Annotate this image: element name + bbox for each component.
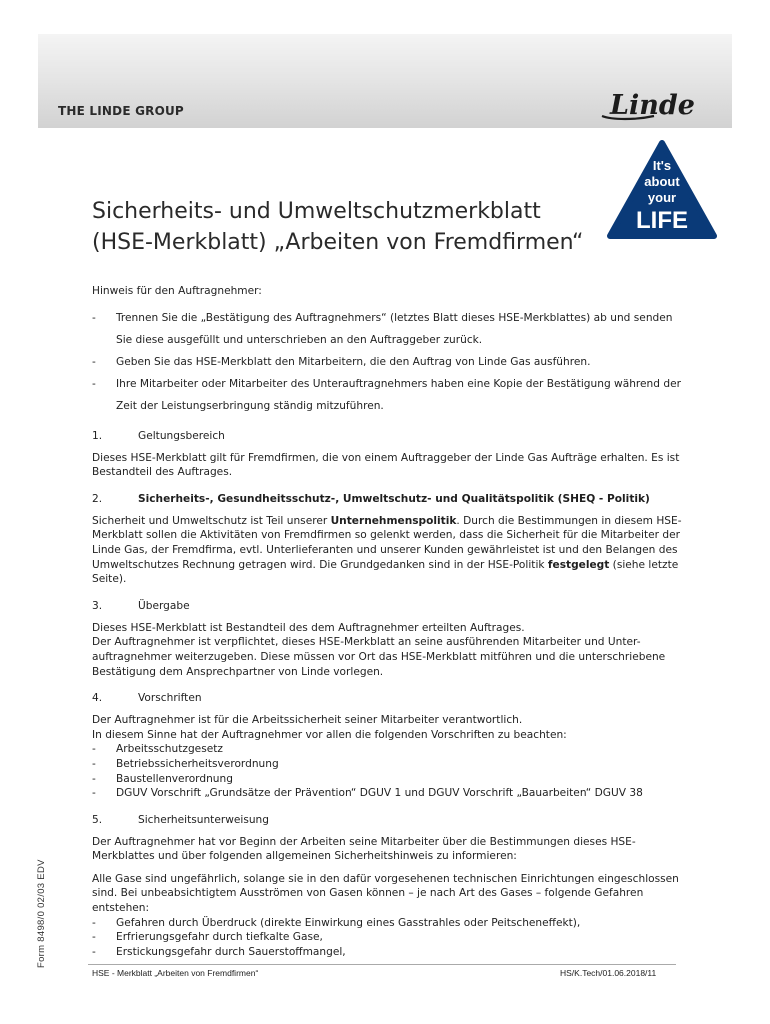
paragraph-line	[92, 514, 682, 529]
hint-item	[92, 373, 682, 417]
document-body	[92, 284, 682, 959]
paragraph-line: Der Auftragnehmer hat vor Beginn der Arbeiten seine Mitarbeiter über die Bestimmungen dieses HSE-	[92, 835, 636, 848]
list-item	[92, 930, 682, 945]
hint-line: Zeit der Leistungserbringung ständig mitzuführen.	[116, 399, 384, 412]
text-run: Umweltschutzes Rechnung getragen wird. Die Grundgedanken sind in der HSE-Politik	[92, 558, 548, 571]
badge-line-2: about	[644, 174, 680, 189]
dash: -	[92, 787, 96, 800]
bold-run: Unternehmenspolitik	[330, 514, 457, 527]
page-title	[92, 196, 592, 258]
dash: -	[92, 931, 96, 944]
logo-text: Linde	[610, 90, 695, 121]
paragraph-line: Dieses HSE-Merkblatt gilt für Fremdfirmen, die von einem Auftraggeber der Linde Gas Aufträge erhalten. Es ist	[92, 451, 680, 464]
section-title: Sicherheitsunterweisung	[138, 813, 269, 826]
paragraph-line	[92, 558, 682, 573]
title-line: (HSE-Merkblatt) „Arbeiten von Fremdfirmen“	[92, 230, 584, 255]
hint-line: Ihre Mitarbeiter oder Mitarbeiter des Unterauftragnehmers haben eine Kopie der Bestätigung während der	[116, 377, 681, 390]
form-number: Form 8498/0 02/03 EDV	[36, 859, 47, 968]
hint-item	[92, 351, 682, 373]
text-run: Sicherheit und Umweltschutz ist Teil unserer	[92, 514, 331, 527]
badge-line-3: your	[647, 190, 677, 205]
dash: -	[92, 916, 96, 929]
list-item	[92, 757, 682, 772]
section-heading	[92, 813, 682, 829]
section-title: Vorschriften	[138, 692, 202, 705]
section-number: 1.	[92, 429, 103, 442]
hint-line: Trennen Sie die „Bestätigung des Auftragnehmers“ (letztes Blatt dieses HSE-Merkblattes) ab und senden	[116, 311, 673, 324]
paragraph-line: Alle Gase sind ungefährlich, solange sie in den dafür vorgesehenen technischen Einrichtungen eingeschlossen	[92, 872, 679, 885]
dash: -	[92, 355, 96, 368]
paragraph-line: Der Auftragnehmer ist verpflichtet, dieses HSE-Merkblatt an seine ausführenden Mitarbeiter und Unter-	[92, 636, 641, 649]
footer-left: HSE - Merkblatt „Arbeiten von Fremdfirmen“	[92, 968, 259, 978]
section-number: 4.	[92, 692, 103, 705]
list-item-text: DGUV Vorschrift „Grundsätze der Prävention“ DGUV 1 und DGUV Vorschrift „Bauarbeiten“ DGUV 38	[116, 787, 643, 800]
paragraph-line: Dieses HSE-Merkblatt ist Bestandteil des dem Auftragnehmer erteilten Auftrages.	[92, 621, 525, 634]
section-title: Sicherheits-, Gesundheitsschutz-, Umweltschutz- und Qualitätspolitik (SHEQ - Politik)	[138, 492, 650, 505]
group-name: THE LINDE GROUP	[58, 104, 184, 118]
section-number: 5.	[92, 813, 103, 826]
text-run: . Durch die Bestimmungen in diesem HSE-	[456, 514, 682, 527]
hint-line: Sie diese ausgefüllt und unterschrieben an den Auftraggeber zurück.	[116, 333, 483, 346]
list-item	[92, 916, 682, 931]
section-heading	[92, 691, 682, 707]
dash: -	[92, 311, 96, 324]
title-line: Sicherheits- und Umweltschutzmerkblatt	[92, 199, 541, 224]
footer-divider	[88, 964, 676, 965]
section-title: Übergabe	[138, 599, 190, 612]
hint-line: Geben Sie das HSE-Merkblatt den Mitarbeitern, die den Auftrag von Linde Gas ausführen.	[116, 355, 591, 368]
list-item-text: Arbeitsschutzgesetz	[116, 743, 223, 756]
hint-item	[92, 307, 682, 351]
text-run: (siehe letzte	[609, 558, 679, 571]
section-number: 3.	[92, 599, 103, 612]
paragraph-line: Merkblattes und über folgenden allgemeinen Sicherheitshinweis zu informieren:	[92, 850, 517, 863]
section-heading	[92, 599, 682, 615]
list-item	[92, 742, 682, 757]
dash: -	[92, 757, 96, 770]
paragraph-line: Merkblatt sollen die Aktivitäten von Fremdfirmen so gelenkt werden, dass die Sicherheit für die Mitarbeiter der	[92, 529, 680, 542]
paragraph-line: Seite).	[92, 573, 127, 586]
footer-right: HS/K.Tech/01.06.2018/11	[560, 968, 657, 978]
dash: -	[92, 945, 96, 958]
badge-life: LIFE	[636, 207, 688, 234]
paragraph-line: sind. Bei unbeabsichtigtem Ausströmen von Gasen können – je nach Art des Gases – folgende Gefahren	[92, 887, 644, 900]
list-item-text: Baustellenverordnung	[116, 772, 233, 785]
section-heading	[92, 492, 682, 508]
list-item	[92, 786, 682, 801]
hint-title: Hinweis für den Auftragnehmer:	[92, 285, 262, 297]
list-item-text: Gefahren durch Überdruck (direkte Einwirkung eines Gasstrahles oder Peitscheneffekt),	[116, 916, 581, 929]
section-number: 2.	[92, 492, 103, 505]
dash: -	[92, 743, 96, 756]
list-item-text: Erfrierungsgefahr durch tiefkalte Gase,	[116, 931, 323, 944]
linde-logo	[596, 90, 720, 124]
paragraph-line: Der Auftragnehmer ist für die Arbeitssicherheit seiner Mitarbeiter verantwortlich.	[92, 714, 523, 727]
life-badge	[606, 140, 718, 240]
dash: -	[92, 377, 96, 390]
form-side-note	[36, 818, 50, 968]
paragraph-line: Bestandteil des Auftrages.	[92, 466, 233, 479]
section-heading	[92, 429, 682, 445]
paragraph-line: Bestätigung dem Ansprechpartner von Linde vorlegen.	[92, 665, 384, 678]
dash: -	[92, 772, 96, 785]
list-item	[92, 945, 682, 960]
paragraph-line: Linde Gas, der Fremdfirma, evtl. Unterlieferanten und unserer Kunden gewährleistet ist und den Belangen des	[92, 543, 678, 556]
section-title: Geltungsbereich	[138, 429, 225, 442]
bold-run: festgelegt	[547, 558, 610, 571]
list-item	[92, 772, 682, 787]
paragraph-line: In diesem Sinne hat der Auftragnehmer vor allen die folgenden Vorschriften zu beachten:	[92, 728, 567, 741]
list-item-text: Erstickungsgefahr durch Sauerstoffmangel,	[116, 945, 346, 958]
paragraph-line: auftragnehmer weiterzugeben. Diese müssen vor Ort das HSE-Merkblatt mitführen und die unterschriebene	[92, 650, 666, 663]
paragraph-line: entstehen:	[92, 902, 150, 915]
badge-line-1: It's	[652, 158, 672, 173]
list-item-text: Betriebssicherheitsverordnung	[116, 757, 279, 770]
